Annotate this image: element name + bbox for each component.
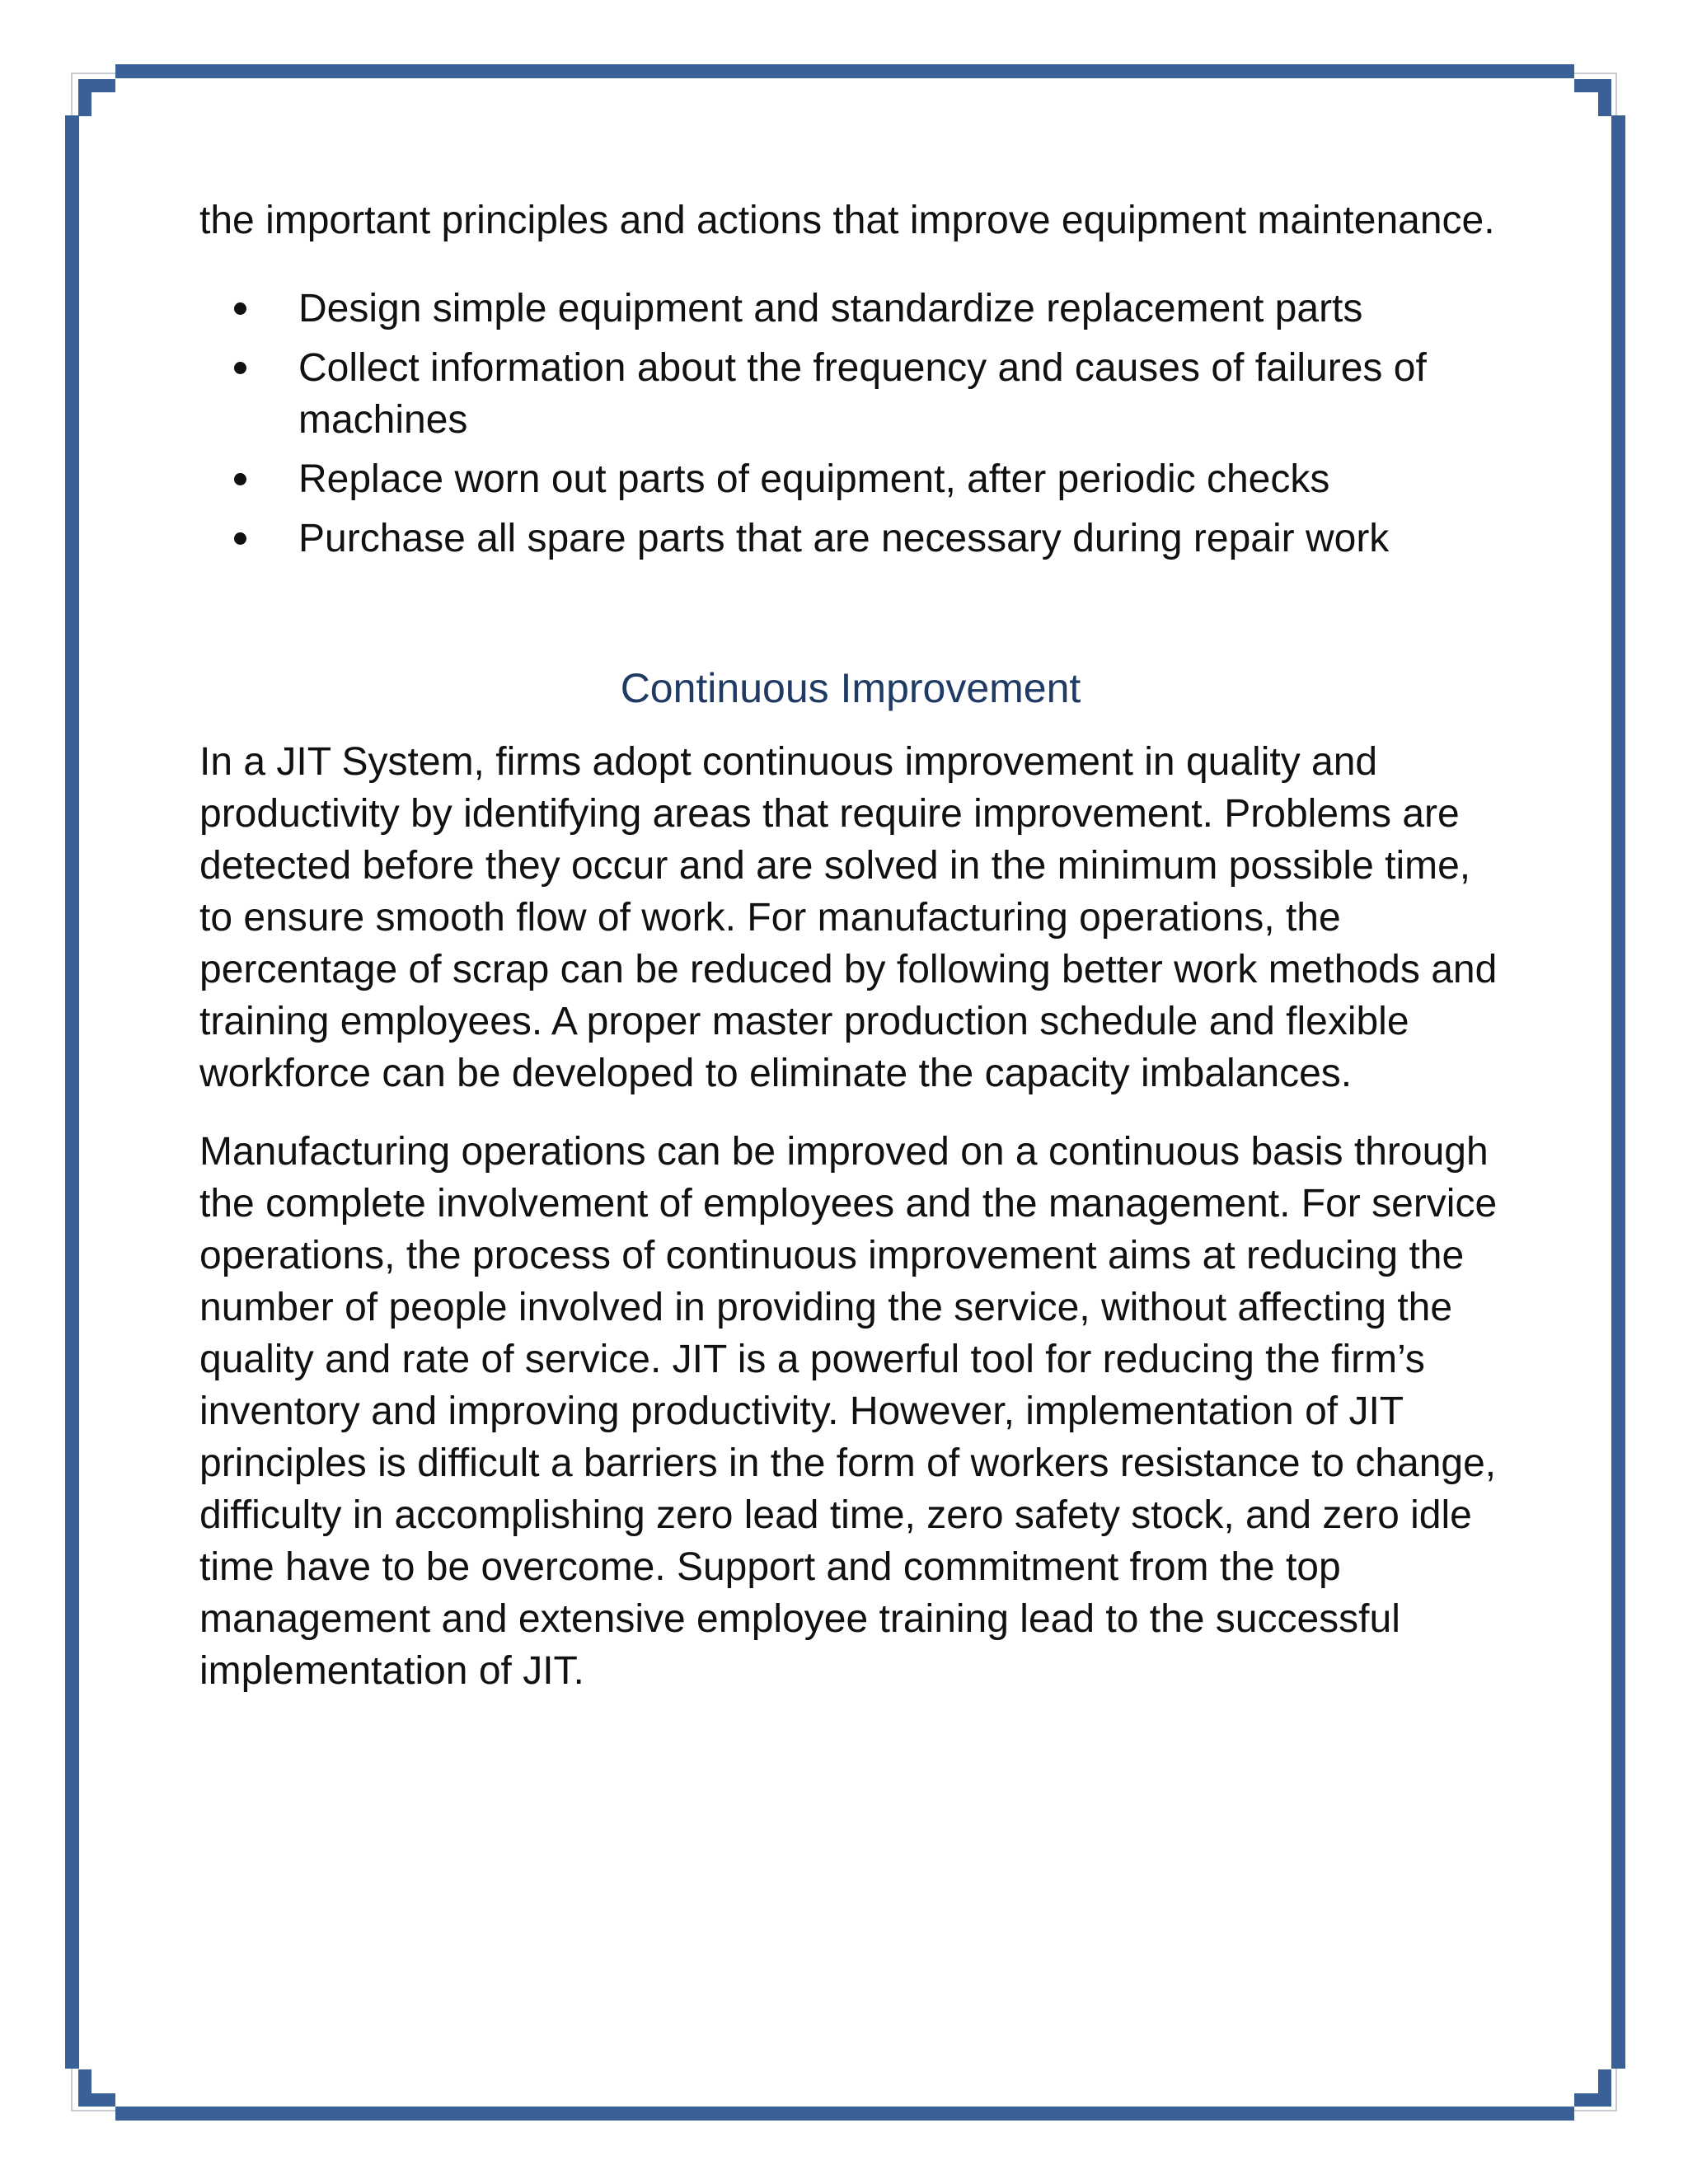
page-border-top bbox=[115, 64, 1574, 78]
bullet-icon bbox=[234, 362, 246, 374]
bullet-icon bbox=[234, 302, 246, 315]
body-paragraph: In a JIT System, firms adopt continuous improvement in quality and productivity by identifying areas that require improvement. Problems are detected before they occur and are solved in the minimum possible time, to ensure smooth flow of work. For manufacturing operations, the percentage of scrap can be reduced by following better work methods and training employees. A proper master production schedule and flexible workforce can be developed to eliminate the capacity imbalances. bbox=[199, 740, 1498, 1095]
bullet-list bbox=[199, 283, 1502, 565]
document-body bbox=[199, 194, 1502, 1723]
corner-top-left bbox=[78, 79, 91, 116]
page-border-right bbox=[1611, 115, 1625, 2069]
page-border-bottom bbox=[115, 2107, 1574, 2121]
intro-paragraph: the important principles and actions that improve equipment maintenance. bbox=[199, 199, 1495, 242]
body-paragraph: Manufacturing operations can be improved on a continuous basis through the complete involvement of employees and the management. For service operations, the process of continuous improvement aims at reducing the number of people involved in providing the service, without affecting the quality and rate of service. JIT is a powerful tool for reducing the firm’s inventory and improving productivity. However, implementation of JIT principles is difficult a barriers in the form of workers resistance to change, difficulty in accomplishing zero lead time, zero safety stock, and zero idle time have to be overcome. Support and commitment from the top management and extensive employee training lead to the successful implementation of JIT. bbox=[199, 1130, 1498, 1693]
list-item bbox=[298, 453, 1502, 505]
list-item bbox=[298, 342, 1502, 446]
corner-bottom-right bbox=[1598, 2069, 1611, 2107]
bullet-icon bbox=[234, 532, 246, 545]
list-item-text: Design simple equipment and standardize replacement parts bbox=[298, 287, 1363, 330]
bullet-icon bbox=[234, 473, 246, 485]
page-border-left bbox=[65, 115, 79, 2069]
list-item-text: Purchase all spare parts that are necessary during repair work bbox=[298, 517, 1390, 560]
corner-bottom-left bbox=[78, 2069, 91, 2107]
list-item bbox=[298, 283, 1502, 335]
section-heading: Continuous Improvement bbox=[620, 665, 1081, 711]
list-item-text: Replace worn out parts of equipment, after periodic checks bbox=[298, 457, 1330, 501]
list-item-text: Collect information about the frequency and causes of failures of machines bbox=[298, 346, 1427, 442]
list-item bbox=[298, 513, 1502, 565]
corner-top-right bbox=[1598, 79, 1611, 116]
